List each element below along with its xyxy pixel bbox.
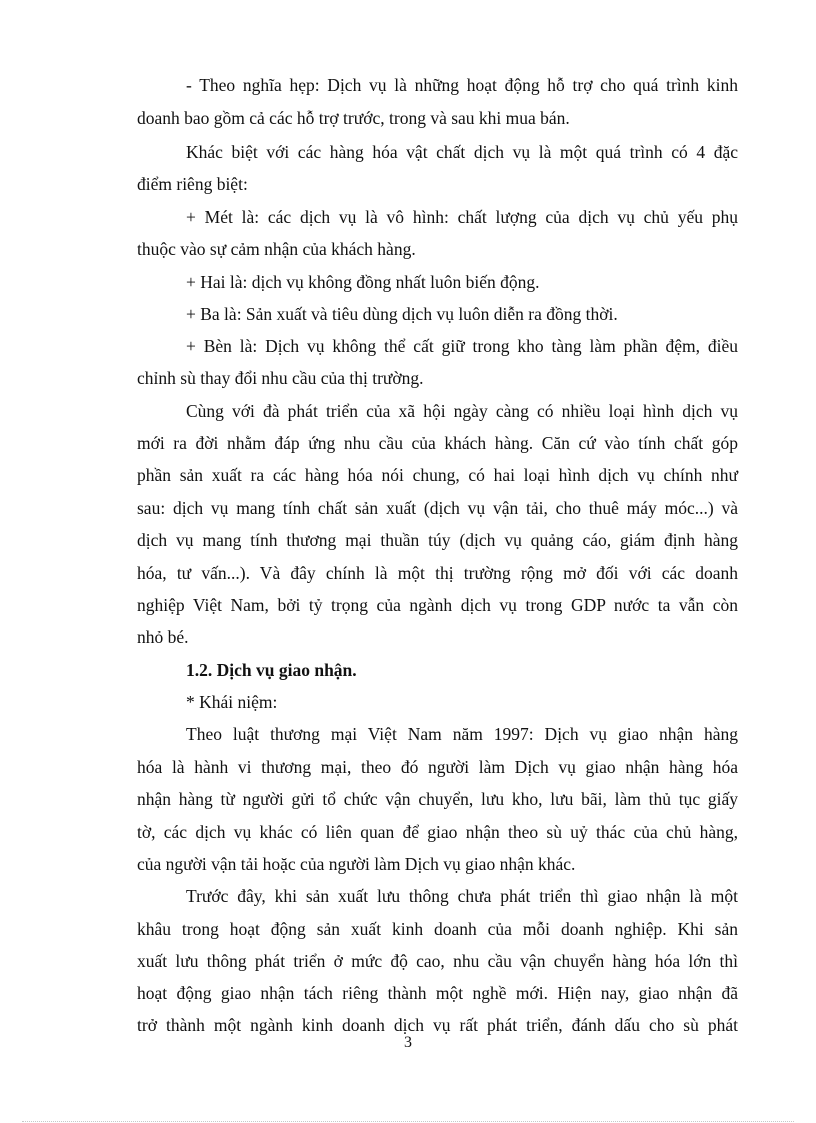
text-line: Trước đây, khi sản xuất lưu thông chưa phát triển thì giao nhận là một <box>186 886 738 906</box>
text-line: + Hai là: dịch vụ không đồng nhất luôn biến động. <box>186 272 540 292</box>
text-line: * Khái niệm: <box>186 692 278 712</box>
text-line: doanh bao gồm cả các hỗ trợ trước, trong và sau khi mua bán. <box>137 108 570 128</box>
text-line: Cùng với đà phát triển của xã hội ngày càng có nhiều loại hình dịch vụ <box>186 401 738 421</box>
text-line: Khác biệt với các hàng hóa vật chất dịch vụ là một quá trình có 4 đặc <box>186 142 738 162</box>
page-number: 3 <box>404 1034 412 1051</box>
text-line: hóa là hành vi thương mại, theo đó người làm Dịch vụ giao nhận hàng hóa <box>137 757 738 777</box>
text-line: + Bèn là: Dịch vụ không thể cất giữ trong kho tàng làm phần đệm, điều <box>186 336 738 356</box>
text-line: trở thành một ngành kinh doanh dịch vụ rất phát triển, đánh dấu cho sù phát <box>137 1015 738 1035</box>
text-line: phần sản xuất ra các hàng hóa nói chung, có hai loại hình dịch vụ chính như <box>137 465 738 485</box>
text-line: Theo luật thương mại Việt Nam năm 1997: Dịch vụ giao nhận hàng <box>186 724 738 744</box>
text-line: nhỏ bé. <box>137 627 189 647</box>
text-line: khâu trong hoạt động sản xuất kinh doanh của mỗi doanh nghiệp. Khi sản <box>137 919 738 939</box>
text-line: mới ra đời nhằm đáp ứng nhu cầu của khách hàng. Căn cứ vào tính chất góp <box>137 433 738 453</box>
text-line: tờ, các dịch vụ khác có liên quan để giao nhận theo sù uỷ thác của chủ hàng, <box>137 822 738 842</box>
text-line: điểm riêng biệt: <box>137 174 248 194</box>
text-line: nhận hàng từ người gửi tổ chức vận chuyển, lưu kho, lưu bãi, làm thủ tục giấy <box>137 789 738 809</box>
text-line: hoạt động giao nhận tách riêng thành một nghề mới. Hiện nay, giao nhận đã <box>137 983 738 1003</box>
text-line: - Theo nghĩa hẹp: Dịch vụ là những hoạt động hỗ trợ cho quá trình kinh <box>186 75 738 95</box>
text-line: thuộc vào sự cảm nhận của khách hàng. <box>137 239 416 259</box>
page-bottom-divider <box>22 1121 794 1122</box>
text-line: nghiệp Việt Nam, bởi tỷ trọng của ngành dịch vụ trong GDP nước ta vẫn còn <box>137 595 738 615</box>
text-line: của người vận tải hoặc của người làm Dịch vụ giao nhận khác. <box>137 854 576 874</box>
text-line: + Mét là: các dịch vụ là vô hình: chất lượng của dịch vụ chủ yếu phụ <box>186 207 738 227</box>
section-heading: 1.2. Dịch vụ giao nhận. <box>186 660 357 680</box>
text-line: chỉnh sù thay đổi nhu cầu của thị trường. <box>137 368 424 388</box>
text-line: hóa, tư vấn...). Và đây chính là một thị trường rộng mở đối với các doanh <box>137 563 738 583</box>
text-line: dịch vụ mang tính thương mại thuần túy (dịch vụ quảng cáo, giám định hàng <box>137 530 738 550</box>
text-line: xuất lưu thông phát triển ở mức độ cao, nhu cầu vận chuyển hàng hóa lớn thì <box>137 951 738 971</box>
text-line: sau: dịch vụ mang tính chất sản xuất (dịch vụ vận tải, cho thuê máy móc...) và <box>137 498 738 518</box>
text-line: + Ba là: Sản xuất và tiêu dùng dịch vụ luôn diễn ra đồng thời. <box>186 304 618 324</box>
